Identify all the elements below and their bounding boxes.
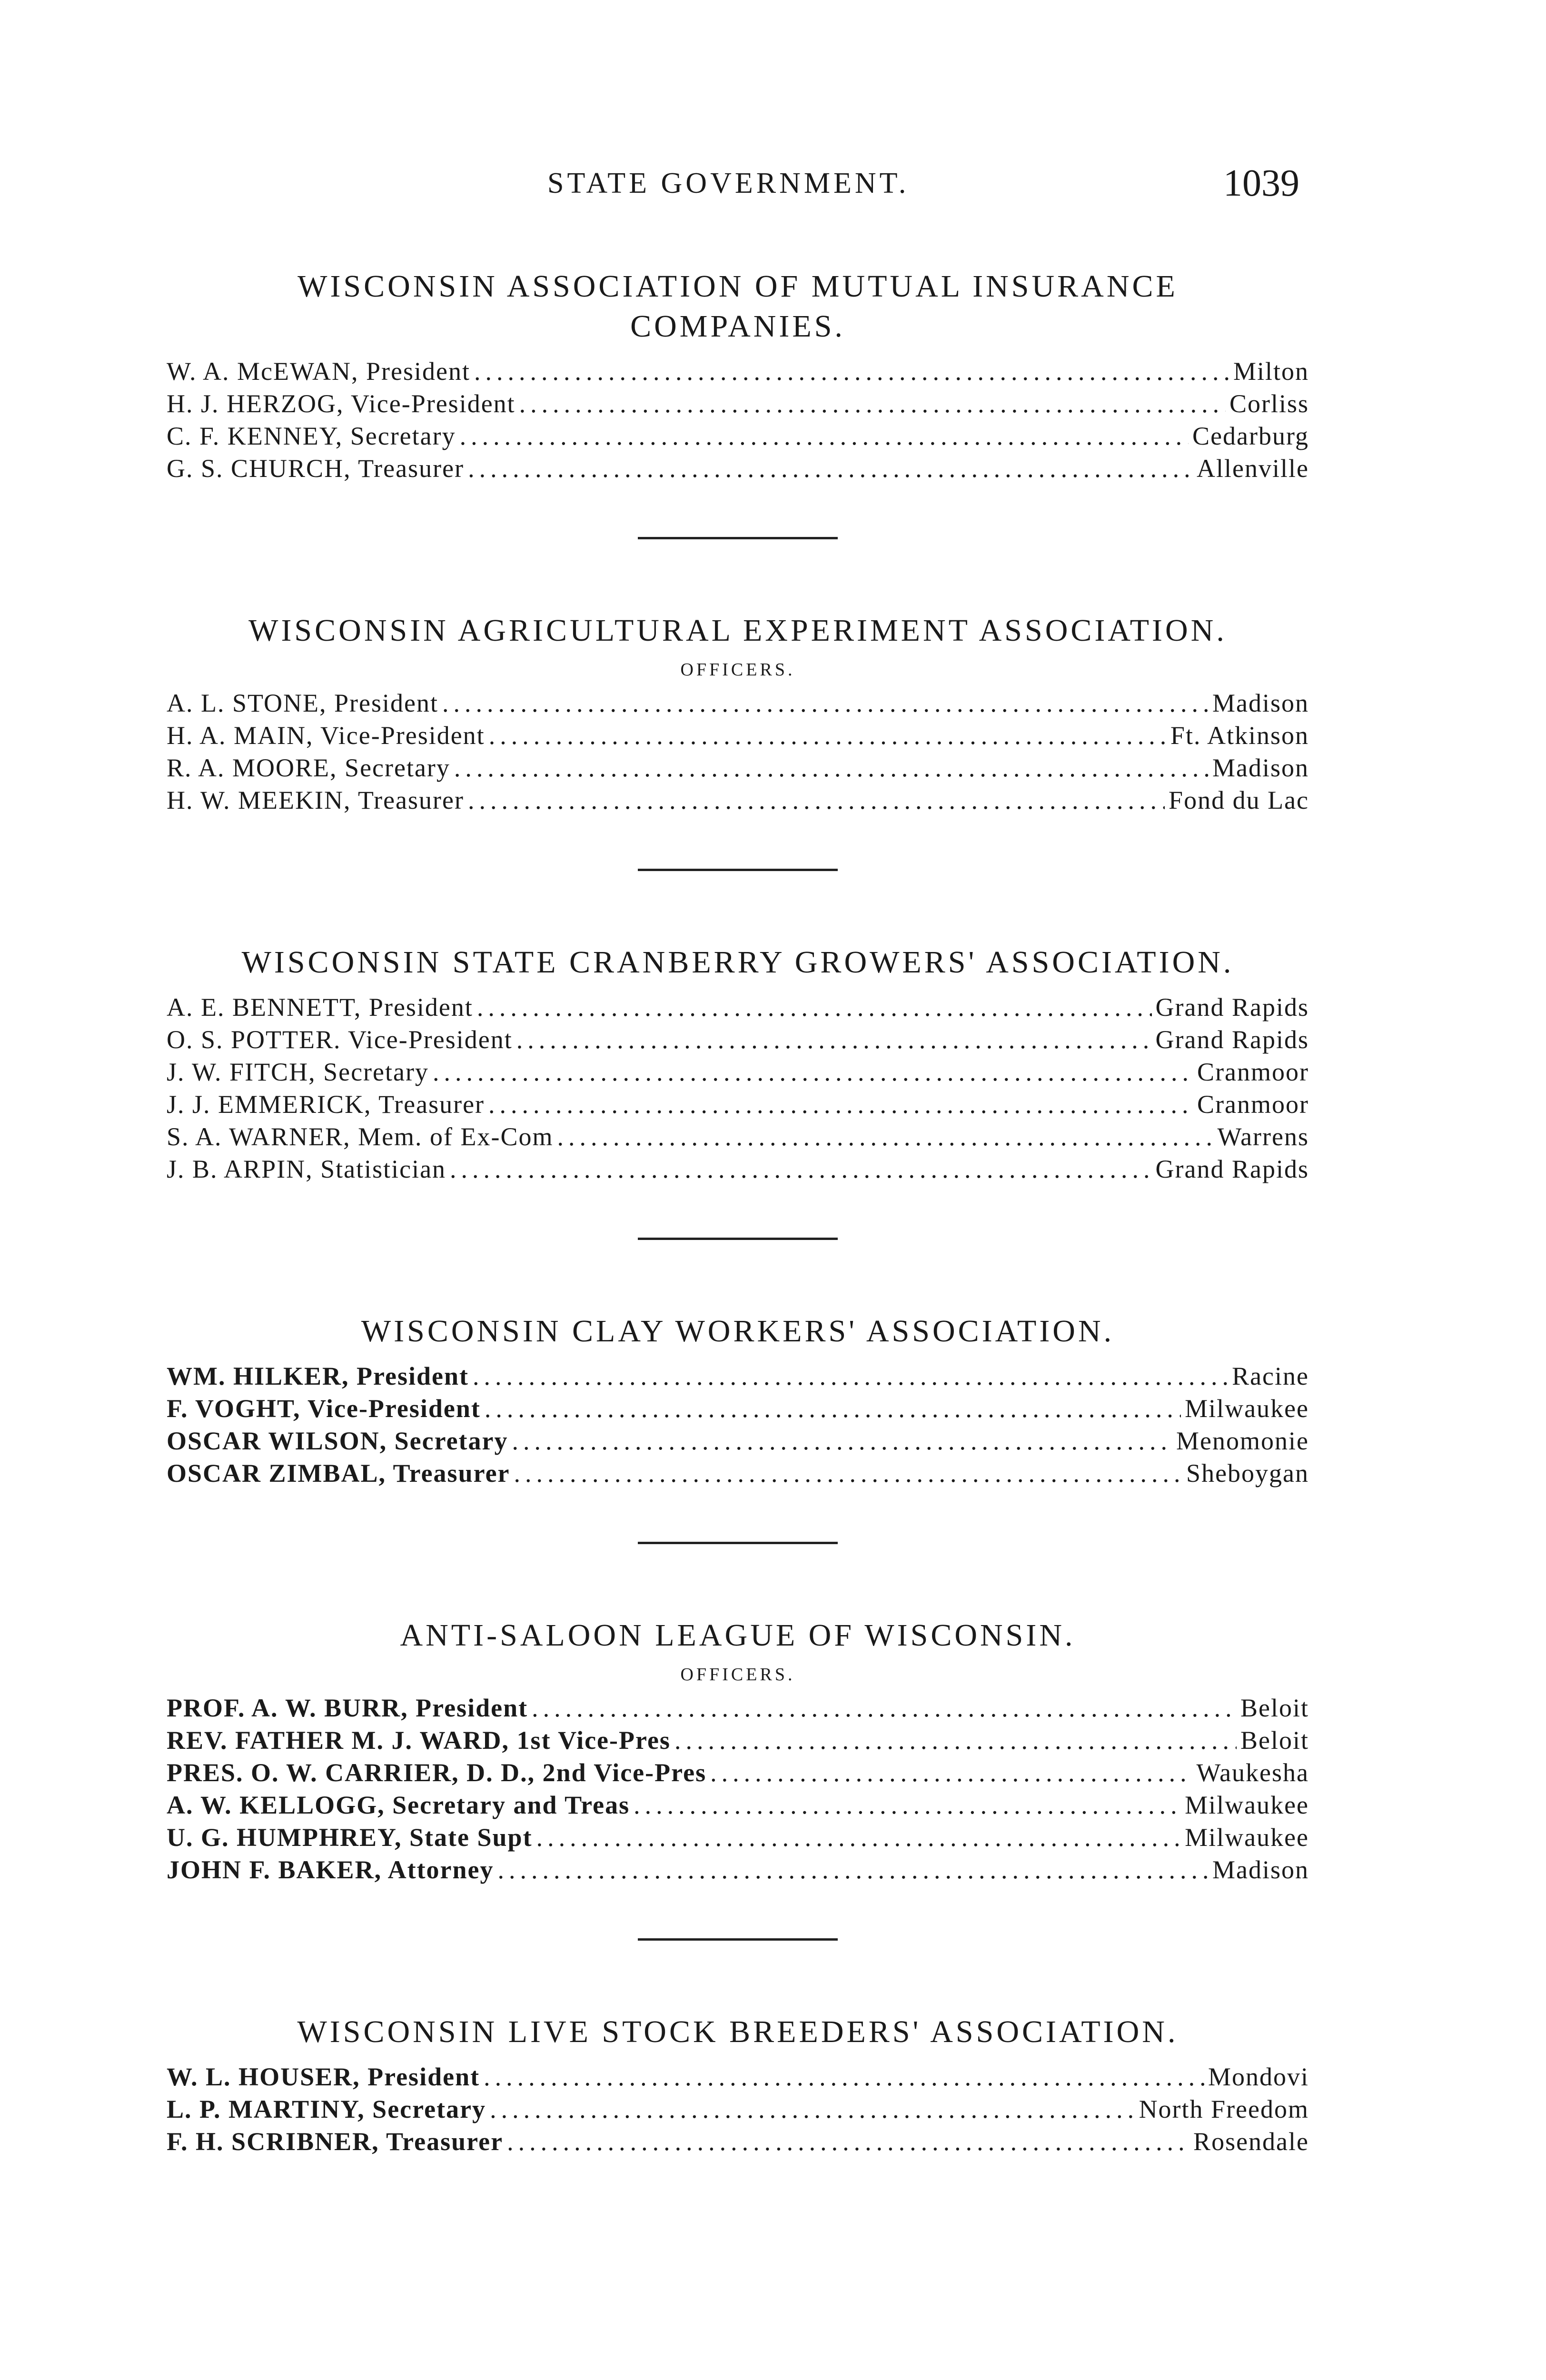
officer-place: Madison: [1212, 689, 1309, 717]
officer-name: J. J. EMMERICK, Treasurer: [167, 1090, 485, 1119]
officer-place: Milwaukee: [1185, 1394, 1309, 1423]
officer-name: A. W. KELLOGG, Secretary and Treas: [167, 1791, 630, 1819]
section-divider: [638, 1238, 838, 1240]
section-title: WISCONSIN STATE CRANBERRY GROWERS' ASSOCIATION.: [241, 945, 1234, 980]
officer-name: W. L. HOUSER, President: [167, 2063, 480, 2091]
section-title: ANTI-SALOON LEAGUE OF WISCONSIN.: [400, 1618, 1076, 1653]
section-cranberry-growers: [167, 942, 1309, 1185]
list-item: [167, 387, 1309, 420]
section-subhead: OFFICERS.: [680, 1665, 795, 1685]
officer-place: Grand Rapids: [1155, 1155, 1309, 1183]
list-item: [167, 355, 1309, 387]
section-title: WISCONSIN ASSOCIATION OF MUTUAL INSURANCE COMPANIES.: [297, 269, 1178, 344]
dot-leader: [473, 1360, 1228, 1392]
officer-name: O. S. POTTER. Vice-President: [167, 1025, 513, 1054]
dot-leader: [536, 1821, 1181, 1854]
section-clay-workers: [167, 1311, 1309, 1489]
dot-leader: [674, 1724, 1237, 1756]
list-item: [167, 1724, 1309, 1756]
officer-place: Beloit: [1240, 1726, 1309, 1755]
dot-leader: [710, 1756, 1192, 1789]
dot-leader: [468, 452, 1193, 485]
officer-name: W. A. McEWAN, President: [167, 357, 470, 386]
officer-name: U. G. HUMPHREY, State Supt: [167, 1823, 533, 1852]
officer-place: Madison: [1212, 1855, 1309, 1884]
officer-name: R. A. MOORE, Secretary: [167, 754, 450, 782]
list-item: [167, 1756, 1309, 1789]
dot-leader: [485, 1392, 1181, 1425]
list-item: [167, 1457, 1309, 1489]
dot-leader: [450, 1153, 1152, 1185]
officer-place: Warrens: [1217, 1122, 1309, 1151]
officer-name: A. L. STONE, President: [167, 689, 438, 717]
section-anti-saloon-league: [167, 1616, 1309, 1886]
list-item: [167, 1789, 1309, 1821]
officer-place: Milton: [1233, 357, 1309, 386]
officer-place: North Freedom: [1139, 2095, 1309, 2123]
dot-leader: [468, 784, 1165, 816]
page-number: 1039: [1223, 162, 1299, 204]
list-item: [167, 991, 1309, 1023]
officer-name: H. W. MEEKIN, Treasurer: [167, 786, 464, 814]
running-head: [0, 162, 1546, 214]
officer-place: Rosendale: [1193, 2127, 1309, 2156]
list-item: [167, 1392, 1309, 1425]
officer-name: C. F. KENNEY, Secretary: [167, 422, 456, 450]
list-item: [167, 2061, 1309, 2093]
dot-leader: [514, 1457, 1183, 1489]
dot-leader: [512, 1425, 1173, 1457]
officer-place: Cedarburg: [1192, 422, 1309, 450]
officer-name: G. S. CHURCH, Treasurer: [167, 454, 465, 483]
dot-leader: [433, 1056, 1193, 1088]
dot-leader: [634, 1789, 1181, 1821]
list-item: [167, 1056, 1309, 1088]
officer-place: Milwaukee: [1185, 1791, 1309, 1819]
officer-name: OSCAR ZIMBAL, Treasurer: [167, 1459, 510, 1488]
list-item: [167, 452, 1309, 485]
dot-leader: [507, 2125, 1189, 2158]
dot-leader: [484, 2061, 1204, 2093]
officer-place: Sheboygan: [1186, 1459, 1309, 1488]
list-item: [167, 719, 1309, 752]
officer-name: REV. FATHER M. J. WARD, 1st Vice-Pres: [167, 1726, 671, 1755]
officer-name: J. B. ARPIN, Statistician: [167, 1155, 446, 1183]
officer-name: L. P. MARTINY, Secretary: [167, 2095, 486, 2123]
dot-leader: [454, 752, 1209, 784]
dot-leader: [474, 355, 1229, 387]
officer-place: Cranmoor: [1197, 1058, 1309, 1086]
list-item: [167, 687, 1309, 719]
list-item: [167, 752, 1309, 784]
list-item: [167, 2125, 1309, 2158]
officer-place: Mondovi: [1208, 2063, 1309, 2091]
officer-name: WM. HILKER, President: [167, 1362, 469, 1390]
dot-leader: [532, 1692, 1237, 1724]
officer-place: Menomonie: [1176, 1427, 1309, 1455]
section-divider: [638, 1542, 838, 1544]
officer-name: PROF. A. W. BURR, President: [167, 1694, 528, 1722]
officer-place: Allenville: [1197, 454, 1309, 483]
dot-leader: [477, 991, 1152, 1023]
list-item: [167, 1692, 1309, 1724]
section-divider: [638, 869, 838, 871]
dot-leader: [498, 1854, 1209, 1886]
list-item: [167, 1088, 1309, 1121]
officer-name: F. H. SCRIBNER, Treasurer: [167, 2127, 504, 2156]
officer-name: H. A. MAIN, Vice-President: [167, 721, 485, 750]
section-title: WISCONSIN CLAY WORKERS' ASSOCIATION.: [361, 1314, 1115, 1349]
section-agricultural-experiment: [167, 611, 1309, 816]
officer-place: Racine: [1232, 1362, 1309, 1390]
officer-name: J. W. FITCH, Secretary: [167, 1058, 429, 1086]
dot-leader: [460, 420, 1189, 452]
list-item: [167, 1023, 1309, 1056]
dot-leader: [519, 387, 1226, 420]
officer-name: OSCAR WILSON, Secretary: [167, 1427, 508, 1455]
list-item: [167, 1121, 1309, 1153]
section-title: WISCONSIN AGRICULTURAL EXPERIMENT ASSOCIATION.: [248, 613, 1227, 648]
officer-place: Grand Rapids: [1155, 1025, 1309, 1054]
officer-name: A. E. BENNETT, President: [167, 993, 473, 1021]
officer-place: Corliss: [1229, 389, 1309, 418]
officer-name: JOHN F. BAKER, Attorney: [167, 1855, 494, 1884]
officer-place: Fond du Lac: [1169, 786, 1309, 814]
dot-leader: [516, 1023, 1152, 1056]
dot-leader: [557, 1121, 1214, 1153]
officer-place: Madison: [1212, 754, 1309, 782]
dot-leader: [489, 719, 1167, 752]
officer-place: Grand Rapids: [1155, 993, 1309, 1021]
section-mutual-insurance: [167, 267, 1309, 485]
list-item: [167, 1153, 1309, 1185]
list-item: [167, 1821, 1309, 1854]
list-item: [167, 1360, 1309, 1392]
officer-name: H. J. HERZOG, Vice-President: [167, 389, 515, 418]
officer-place: Beloit: [1240, 1694, 1309, 1722]
list-item: [167, 420, 1309, 452]
section-live-stock-breeders: [167, 2012, 1309, 2158]
dot-leader: [442, 687, 1209, 719]
running-title: STATE GOVERNMENT.: [547, 167, 910, 199]
officer-place: Ft. Atkinson: [1170, 721, 1309, 750]
list-item: [167, 2093, 1309, 2125]
officer-name: PRES. O. W. CARRIER, D. D., 2nd Vice-Pres: [167, 1758, 707, 1787]
content: [167, 267, 1309, 2158]
dot-leader: [488, 1088, 1193, 1121]
list-item: [167, 784, 1309, 816]
officer-place: Waukesha: [1196, 1758, 1309, 1787]
section-subhead: OFFICERS.: [680, 660, 795, 680]
list-item: [167, 1425, 1309, 1457]
officer-name: S. A. WARNER, Mem. of Ex-Com: [167, 1122, 554, 1151]
list-item: [167, 1854, 1309, 1886]
dot-leader: [490, 2093, 1135, 2125]
officer-place: Cranmoor: [1197, 1090, 1309, 1119]
officer-place: Milwaukee: [1185, 1823, 1309, 1852]
officer-name: F. VOGHT, Vice-President: [167, 1394, 481, 1423]
section-title: WISCONSIN LIVE STOCK BREEDERS' ASSOCIATION.: [297, 2014, 1179, 2049]
section-divider: [638, 1938, 838, 1941]
section-divider: [638, 537, 838, 539]
